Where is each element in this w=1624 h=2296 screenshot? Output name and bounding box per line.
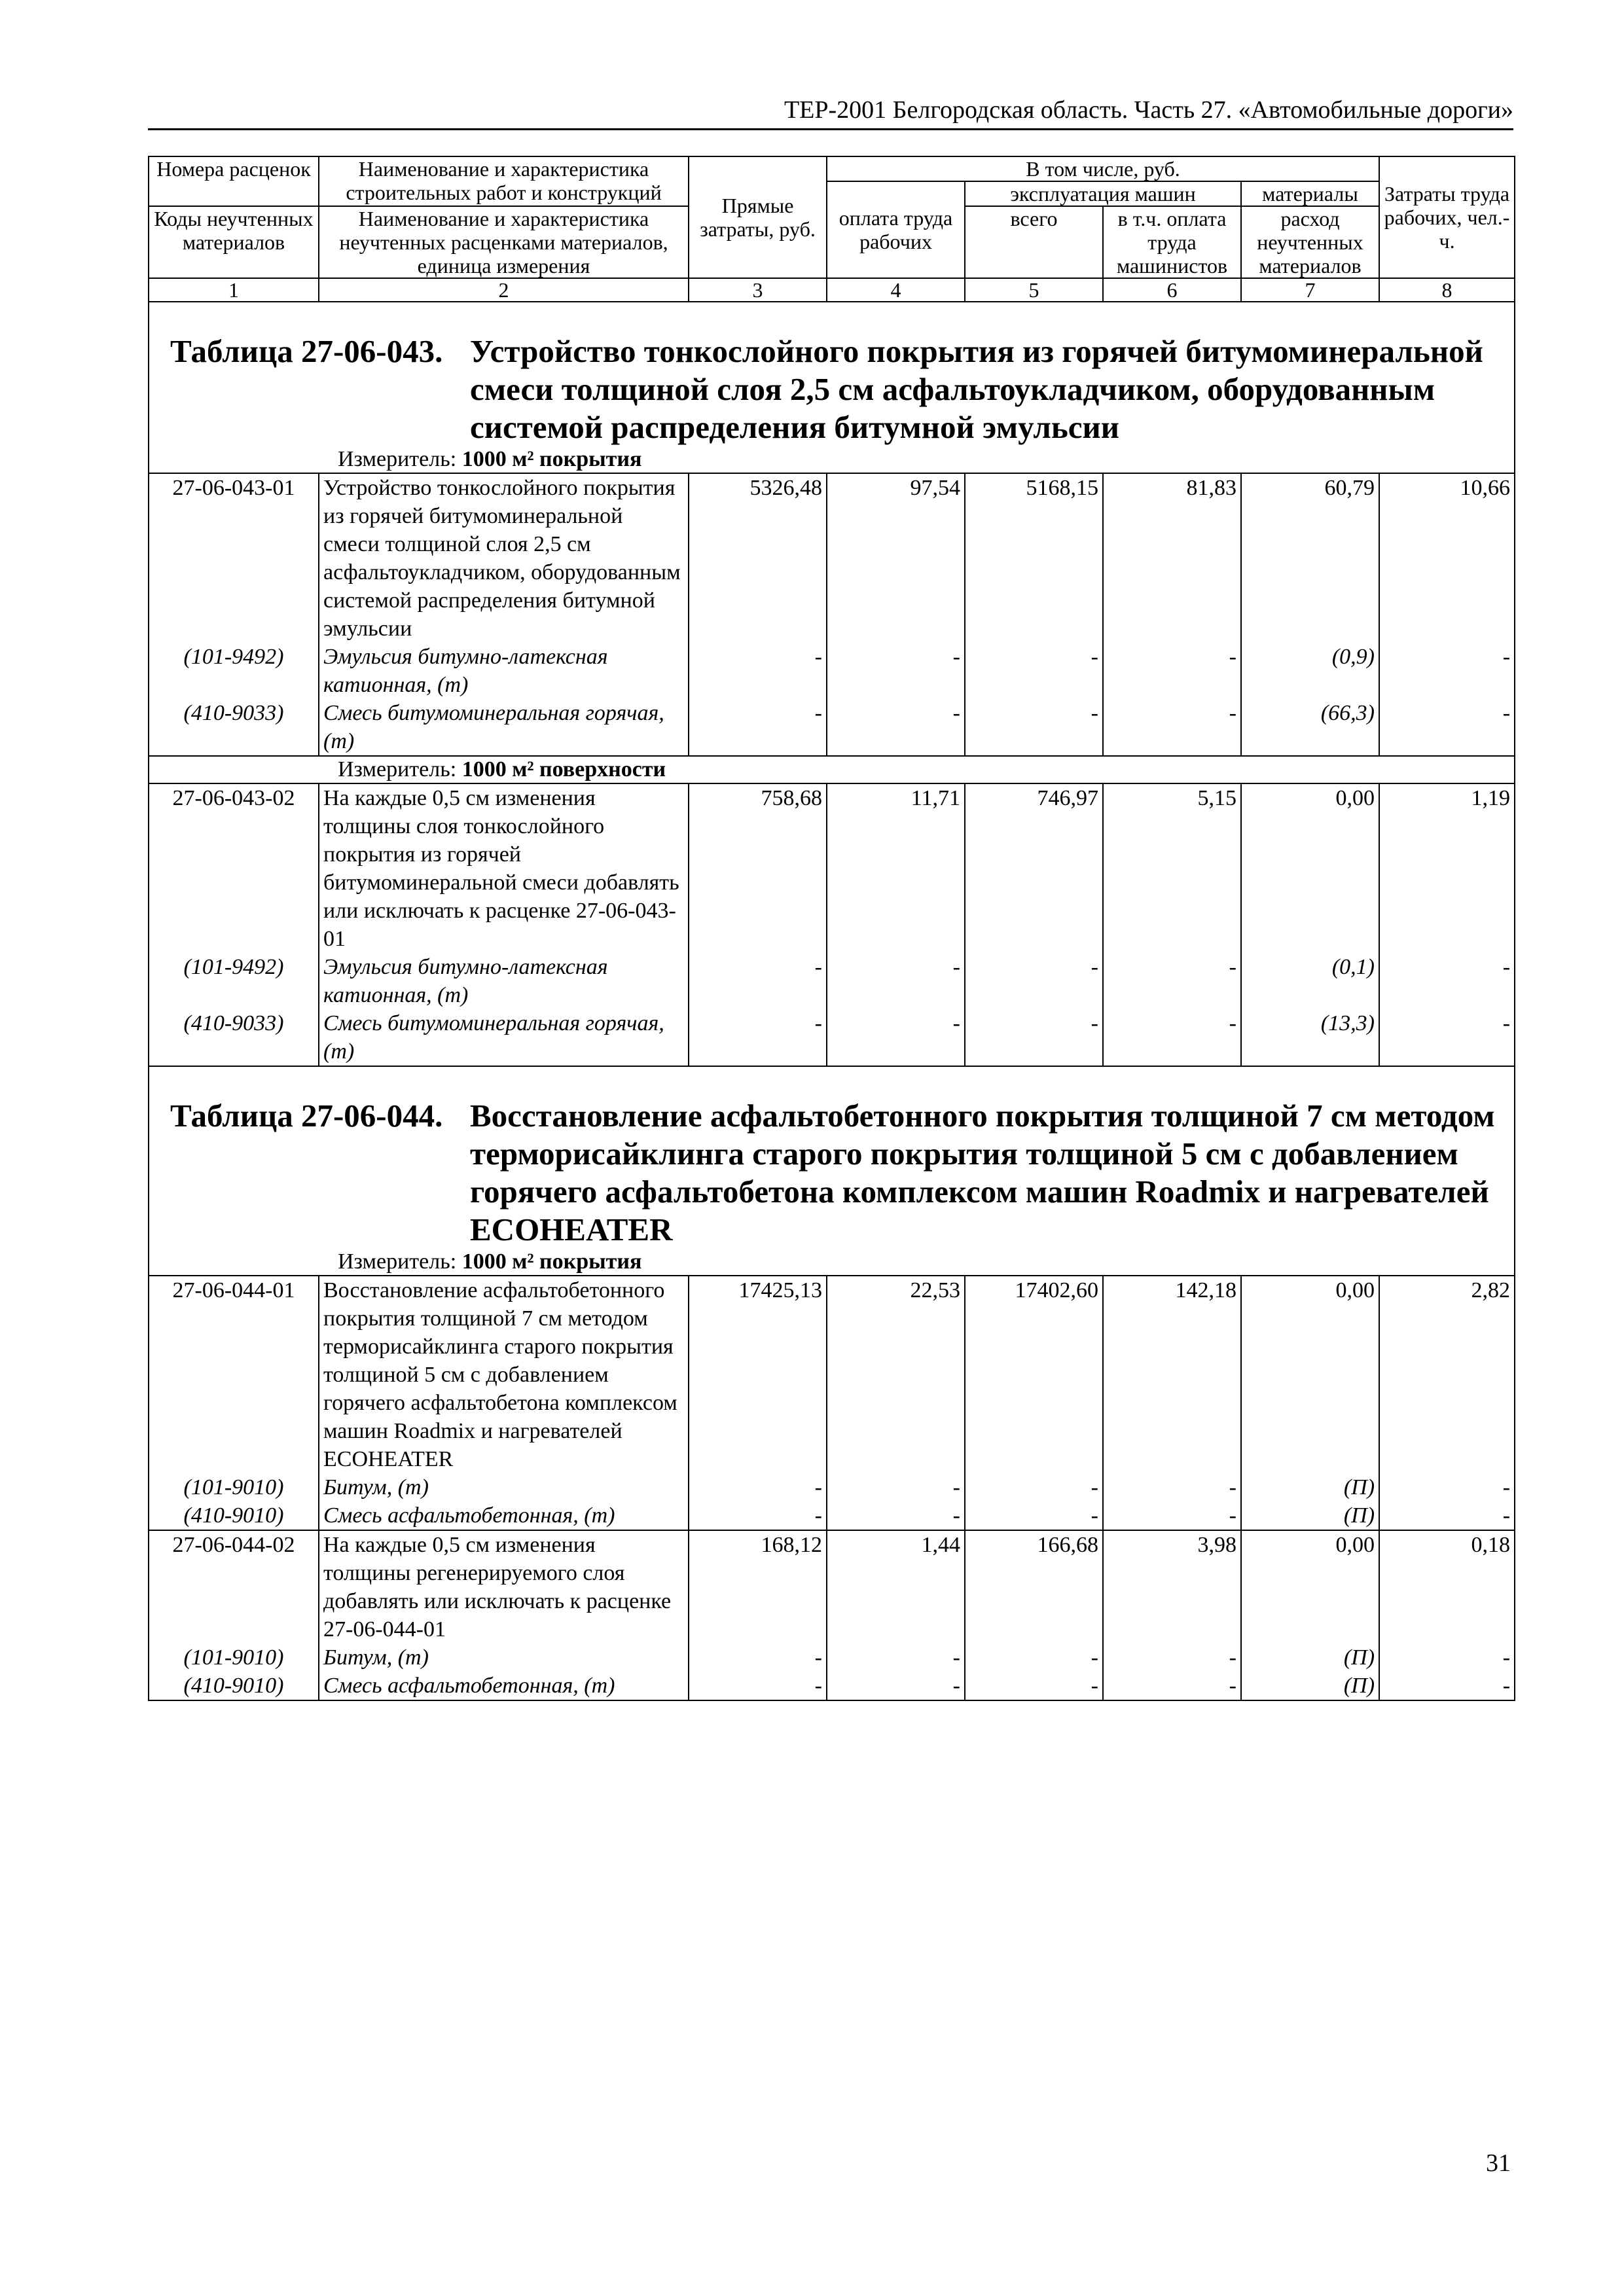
material-c8: - (1379, 699, 1515, 756)
material-row (149, 643, 1515, 699)
table-title-row (149, 1066, 1515, 1249)
material-c3: - (689, 699, 827, 756)
material-c5: - (965, 1672, 1103, 1700)
rate-name: Восстановление асфальтобетонного покрытия толщиной 7 см методом терморисайклинга старого покрытия толщиной 5 см с добавлением горячего асфальтобетона комплексом машин Roadmix и нагревателей ECOHEATER (319, 1276, 689, 1473)
machinists-pay: 5,15 (1103, 783, 1241, 953)
table-row (149, 1530, 1515, 1643)
material-c8: - (1379, 1009, 1515, 1066)
direct-costs: 758,68 (689, 783, 827, 953)
unit-row (149, 756, 1515, 783)
material-c3: - (689, 1643, 827, 1672)
unit-value: 1000 м² поверхности (461, 757, 666, 781)
material-c4: - (827, 1473, 965, 1501)
col-3-header: Прямые затраты, руб. (689, 156, 827, 278)
materials-cost: 0,00 (1241, 1276, 1379, 1473)
table-title-text: Устройство тонкослойного покрытия из горячей битумоминеральной смеси толщиной слоя 2,5 см асфальтоукладчиком, оборудованным системой распределения битумной эмульсии (470, 333, 1483, 445)
material-c7: (0,1) (1241, 953, 1379, 1009)
unit-prefix: Измеритель: (338, 1249, 462, 1274)
labor-hours: 2,82 (1379, 1276, 1515, 1473)
material-c7: (П) (1241, 1473, 1379, 1501)
rate-code: 27-06-043-02 (149, 783, 319, 953)
rate-name: На каждые 0,5 см изменения толщины слоя тонкослойного покрытия из горячей битумоминеральной смеси добавлять или исключать к расценке 27-06-043-01 (319, 783, 689, 953)
col-1-top-header: Номера расценок (149, 156, 319, 206)
price-table (148, 156, 1515, 1701)
materials-cost: 60,79 (1241, 473, 1379, 643)
table-title-text: Восстановление асфальтобетонного покрытия толщиной 7 см методом терморисайклинга старого покрытия толщиной 5 см с добавлением горячего асфальтобетона комплексом машин Roadmix и нагревателей ECOHEATER (470, 1098, 1495, 1247)
material-c7: (П) (1241, 1643, 1379, 1672)
material-name: Смесь битумоминеральная горячая, (т) (319, 699, 689, 756)
unit-row (149, 1249, 1515, 1276)
column-number: 8 (1379, 278, 1515, 302)
material-c8: - (1379, 1473, 1515, 1501)
unit-value: 1000 м² покрытия (461, 1249, 642, 1274)
column-numbers-row (149, 278, 1515, 302)
col-2-top-header: Наименование и характеристика строительных работ и конструкций (319, 156, 689, 206)
material-c3: - (689, 953, 827, 1009)
column-number: 7 (1241, 278, 1379, 302)
table-title (153, 302, 1510, 446)
material-c8: - (1379, 1672, 1515, 1700)
material-c3: - (689, 1473, 827, 1501)
direct-costs: 168,12 (689, 1530, 827, 1643)
material-c5: - (965, 699, 1103, 756)
material-row (149, 1501, 1515, 1530)
table-title-label: Таблица 27-06-043. (170, 333, 443, 369)
materials-cost: 0,00 (1241, 783, 1379, 953)
material-c4: - (827, 643, 965, 699)
material-c7: (66,3) (1241, 699, 1379, 756)
material-c5: - (965, 643, 1103, 699)
material-c8: - (1379, 643, 1515, 699)
material-code: (101-9492) (149, 643, 319, 699)
material-row (149, 1643, 1515, 1672)
material-c6: - (1103, 953, 1241, 1009)
material-c8: - (1379, 1643, 1515, 1672)
material-row (149, 953, 1515, 1009)
col-1-bottom-header: Коды неучтенных материалов (149, 206, 319, 278)
table-title-label: Таблица 27-06-044. (170, 1098, 443, 1134)
material-c6: - (1103, 643, 1241, 699)
material-name: Смесь асфальтобетонная, (т) (319, 1501, 689, 1530)
labor-hours: 10,66 (1379, 473, 1515, 643)
machinists-pay: 3,98 (1103, 1530, 1241, 1643)
unit-prefix: Измеритель: (338, 447, 462, 471)
material-name: Смесь асфальтобетонная, (т) (319, 1672, 689, 1700)
materials-header: материалы (1241, 181, 1379, 206)
machinists-pay: 142,18 (1103, 1276, 1241, 1473)
material-code: (101-9010) (149, 1473, 319, 1501)
direct-costs: 17425,13 (689, 1276, 827, 1473)
labor-pay: 1,44 (827, 1530, 965, 1643)
material-c6: - (1103, 1009, 1241, 1066)
material-c5: - (965, 1009, 1103, 1066)
material-c7: (13,3) (1241, 1009, 1379, 1066)
unit-value: 1000 м² покрытия (461, 447, 642, 471)
material-c5: - (965, 1501, 1103, 1530)
table-title (153, 1067, 1510, 1249)
material-row (149, 1672, 1515, 1700)
col-6-header: в т.ч. оплата труда машинистов (1103, 206, 1241, 278)
table-title-row (149, 302, 1515, 446)
table-row (149, 473, 1515, 643)
col-2-bottom-header: Наименование и характеристика неучтенных расценками материалов, единица измерения (319, 206, 689, 278)
material-c4: - (827, 953, 965, 1009)
rate-code: 27-06-044-01 (149, 1276, 319, 1473)
column-number: 3 (689, 278, 827, 302)
material-c5: - (965, 953, 1103, 1009)
material-c4: - (827, 1501, 965, 1530)
material-c4: - (827, 699, 965, 756)
material-c6: - (1103, 1643, 1241, 1672)
material-code: (101-9010) (149, 1643, 319, 1672)
material-code: (101-9492) (149, 953, 319, 1009)
labor-hours: 1,19 (1379, 783, 1515, 953)
material-name: Смесь битумоминеральная горячая, (т) (319, 1009, 689, 1066)
material-c4: - (827, 1672, 965, 1700)
material-code: (410-9033) (149, 1009, 319, 1066)
rate-code: 27-06-044-02 (149, 1530, 319, 1643)
material-c8: - (1379, 1501, 1515, 1530)
material-c5: - (965, 1643, 1103, 1672)
material-c7: (П) (1241, 1501, 1379, 1530)
labor-pay: 97,54 (827, 473, 965, 643)
labor-pay: 11,71 (827, 783, 965, 953)
machines-total: 166,68 (965, 1530, 1103, 1643)
rate-code: 27-06-043-01 (149, 473, 319, 643)
material-c4: - (827, 1643, 965, 1672)
page-header: ТЕР-2001 Белгородская область. Часть 27. «Автомобильные дороги» (148, 97, 1513, 130)
material-name: Битум, (т) (319, 1643, 689, 1672)
column-number: 1 (149, 278, 319, 302)
material-code: (410-9010) (149, 1672, 319, 1700)
material-c3: - (689, 643, 827, 699)
material-c7: (П) (1241, 1672, 1379, 1700)
column-number: 5 (965, 278, 1103, 302)
col-7-header: расход неучтенных материалов (1241, 206, 1379, 278)
table-row (149, 783, 1515, 953)
material-c7: (0,9) (1241, 643, 1379, 699)
material-row (149, 1009, 1515, 1066)
material-c6: - (1103, 699, 1241, 756)
unit-prefix: Измеритель: (338, 757, 462, 781)
material-name: Битум, (т) (319, 1473, 689, 1501)
material-code: (410-9033) (149, 699, 319, 756)
material-c8: - (1379, 953, 1515, 1009)
column-number: 6 (1103, 278, 1241, 302)
table-header-row-1 (149, 156, 1515, 181)
labor-hours: 0,18 (1379, 1530, 1515, 1643)
unit-row (149, 446, 1515, 473)
material-c5: - (965, 1473, 1103, 1501)
materials-cost: 0,00 (1241, 1530, 1379, 1643)
rate-name: Устройство тонкослойного покрытия из горячей битумоминеральной смеси толщиной слоя 2,5 см асфальтоукладчиком, оборудованным системой распределения битумной эмульсии (319, 473, 689, 643)
material-name: Эмульсия битумно-латексная катионная, (т) (319, 953, 689, 1009)
machines-total: 5168,15 (965, 473, 1103, 643)
page-number: 31 (1486, 2149, 1511, 2177)
machines-header: эксплуатация машин (965, 181, 1241, 206)
column-number: 4 (827, 278, 965, 302)
labor-pay: 22,53 (827, 1276, 965, 1473)
including-header: В том числе, руб. (827, 156, 1379, 181)
material-c3: - (689, 1672, 827, 1700)
material-c6: - (1103, 1501, 1241, 1530)
col-4-header: оплата труда рабочих (827, 181, 965, 278)
col-5-header: всего (965, 206, 1103, 278)
machines-total: 17402,60 (965, 1276, 1103, 1473)
material-c4: - (827, 1009, 965, 1066)
direct-costs: 5326,48 (689, 473, 827, 643)
material-c6: - (1103, 1672, 1241, 1700)
machinists-pay: 81,83 (1103, 473, 1241, 643)
material-name: Эмульсия битумно-латексная катионная, (т) (319, 643, 689, 699)
material-c3: - (689, 1501, 827, 1530)
col-8-header: Затраты труда рабочих, чел.-ч. (1379, 156, 1515, 278)
material-row (149, 1473, 1515, 1501)
machines-total: 746,97 (965, 783, 1103, 953)
material-c6: - (1103, 1473, 1241, 1501)
material-row (149, 699, 1515, 756)
table-row (149, 1276, 1515, 1473)
material-c3: - (689, 1009, 827, 1066)
material-code: (410-9010) (149, 1501, 319, 1530)
column-number: 2 (319, 278, 689, 302)
rate-name: На каждые 0,5 см изменения толщины регенерируемого слоя добавлять или исключать к расценке 27-06-044-01 (319, 1530, 689, 1643)
